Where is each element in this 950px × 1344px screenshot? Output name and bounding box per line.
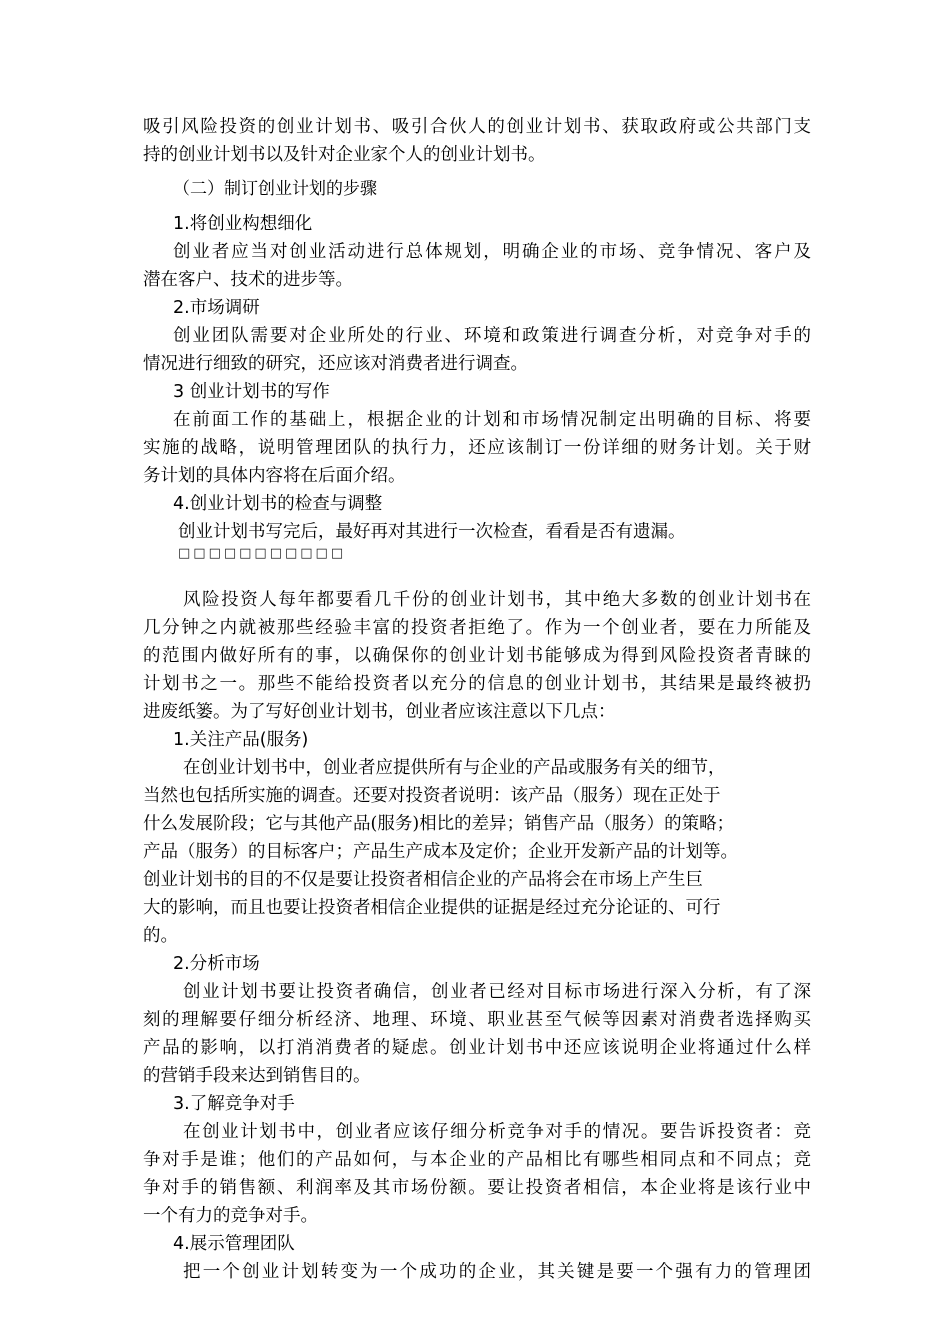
- point-title-2: 2.分析市场: [173, 954, 260, 974]
- paragraph-line: 刻的理解要仔细分析经济、地理、环境、职业甚至气候等因素对消费者选择购买: [143, 1010, 811, 1030]
- step-title-4: 4.创业计划书的检查与调整: [173, 494, 383, 514]
- paragraph-line: 几分钟之内就被那些经验丰富的投资者拒绝了。作为一个创业者，要在力所能及: [143, 618, 811, 638]
- paragraph-line: 产品的影响，以打消消费者的疑虑。创业计划书中还应该说明企业将通过什么样: [143, 1038, 811, 1058]
- intro-line: 吸引风险投资的创业计划书、吸引合伙人的创业计划书、获取政府或公共部门支: [143, 117, 811, 137]
- paragraph-line: 进废纸篓。为了写好创业计划书，创业者应该注意以下几点：: [143, 702, 616, 722]
- garbled-heading: □□□□□□□□□□□: [178, 546, 347, 561]
- paragraph-line: 在创业计划书中，创业者应提供所有与企业的产品或服务有关的细节，: [183, 758, 726, 778]
- paragraph-line: 的。: [143, 926, 178, 946]
- paragraph-line: 创业计划书的目的不仅是要让投资者相信企业的产品将会在市场上产生巨: [143, 870, 703, 890]
- step-title-1: 1.将创业构想细化: [173, 214, 313, 234]
- step-title-2: 2.市场调研: [173, 298, 260, 318]
- paragraph-line: 什么发展阶段；它与其他产品(服务)相比的差异；销售产品（服务）的策略；: [143, 814, 735, 834]
- intro-line: 持的创业计划书以及针对企业家个人的创业计划书。: [143, 145, 546, 165]
- paragraph-line: 风险投资人每年都要看几千份的创业计划书，其中绝大多数的创业计划书在: [183, 590, 811, 610]
- paragraph-line: 一个有力的竞争对手。: [143, 1206, 318, 1226]
- point-title-4: 4.展示管理团队: [173, 1234, 295, 1254]
- section-heading-steps: （二）制订创业计划的步骤: [173, 179, 377, 199]
- paragraph-line: 创业计划书要让投资者确信，创业者已经对目标市场进行深入分析，有了深: [183, 982, 811, 1002]
- paragraph-line: 潜在客户、技术的进步等。: [143, 270, 353, 290]
- paragraph-line: 把一个创业计划转变为一个成功的企业，其关键是要一个强有力的管理团: [183, 1262, 811, 1282]
- paragraph-line: 务计划的具体内容将在后面介绍。: [143, 466, 406, 486]
- paragraph-line: 创业计划书写完后，最好再对其进行一次检查，看看是否有遗漏。: [178, 522, 686, 542]
- point-title-3: 3.了解竞争对手: [173, 1094, 295, 1114]
- paragraph-line: 创业团队需要对企业所处的行业、环境和政策进行调查分析，对竞争对手的: [173, 326, 811, 346]
- paragraph-line: 在前面工作的基础上，根据企业的计划和市场情况制定出明确的目标、将要: [173, 410, 811, 430]
- paragraph-line: 创业者应当对创业活动进行总体规划，明确企业的市场、竞争情况、客户及: [173, 242, 811, 262]
- paragraph-line: 当然也包括所实施的调查。还要对投资者说明：该产品（服务）现在正处于: [143, 786, 721, 806]
- paragraph-line: 争对手是谁；他们的产品如何，与本企业的产品相比有哪些相同点和不同点；竞: [143, 1150, 811, 1170]
- paragraph-line: 计划书之一。那些不能给投资者以充分的信息的创业计划书，其结果是最终被扔: [143, 674, 811, 694]
- paragraph-line: 大的影响，而且也要让投资者相信企业提供的证据是经过充分论证的、可行: [143, 898, 721, 918]
- paragraph-line: 争对手的销售额、利润率及其市场份额。要让投资者相信，本企业将是该行业中: [143, 1178, 811, 1198]
- point-title-1: 1.关注产品(服务): [173, 730, 309, 750]
- paragraph-line: 的范围内做好所有的事，以确保你的创业计划书能够成为得到风险投资者青睐的: [143, 646, 811, 666]
- paragraph-line: 产品（服务）的目标客户；产品生产成本及定价；企业开发新产品的计划等。: [143, 842, 738, 862]
- paragraph-line: 实施的战略，说明管理团队的执行力，还应该制订一份详细的财务计划。关于财: [143, 438, 811, 458]
- paragraph-line: 的营销手段来达到销售目的。: [143, 1066, 371, 1086]
- step-title-3: 3 创业计划书的写作: [173, 382, 330, 402]
- paragraph-line: 情况进行细致的研究，还应该对消费者进行调查。: [143, 354, 528, 374]
- paragraph-line: 在创业计划书中，创业者应该仔细分析竞争对手的情况。要告诉投资者：竞: [183, 1122, 811, 1142]
